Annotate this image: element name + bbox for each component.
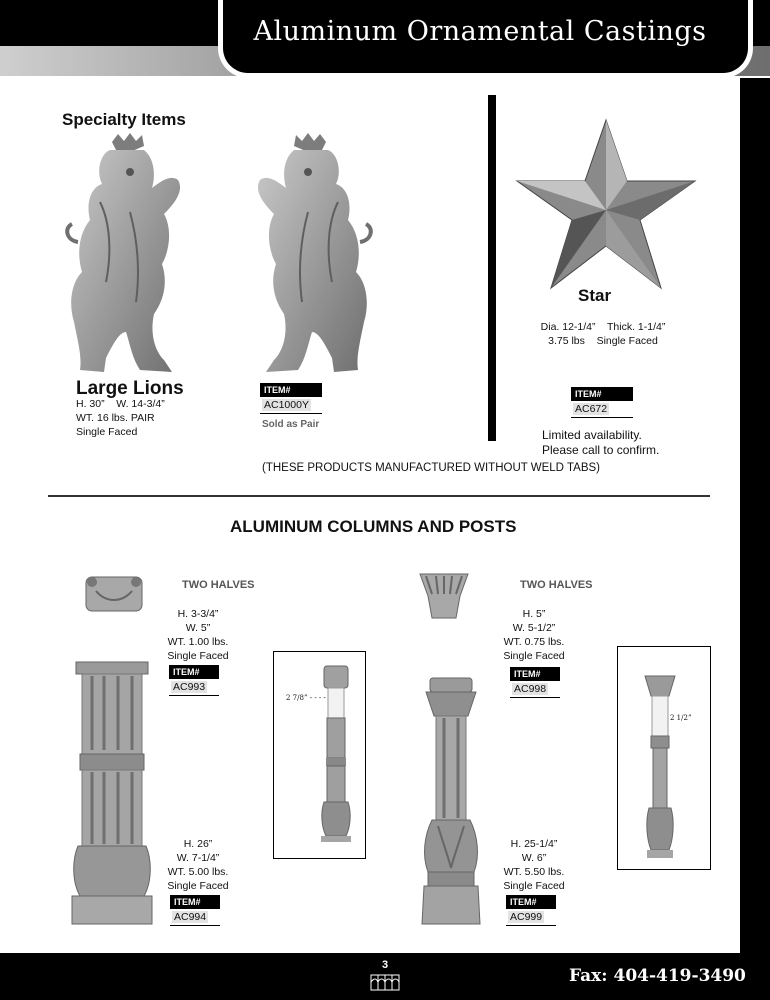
column-ac994-image <box>70 660 154 928</box>
item-code: AC1000Y <box>264 399 309 411</box>
page-title: Aluminum Ornamental Castings <box>253 16 707 47</box>
ac993-item-tag <box>169 665 219 696</box>
ac993-facing: Single Faced <box>167 650 229 662</box>
ac993-width: W. 5” <box>185 622 211 634</box>
fax-number: Fax: 404-419-3490 <box>569 966 746 986</box>
item-code: AC993 <box>173 681 206 693</box>
weld-tab-footnote: (THESE PRODUCTS MANUFACTURED WITHOUT WELD TABS) <box>262 462 600 474</box>
column-ac999-image <box>418 676 484 928</box>
item-label: ITEM# <box>571 387 633 401</box>
ac994-height: H. 26” <box>183 838 213 850</box>
ac994-facing: Single Faced <box>167 880 229 892</box>
star-item-tag <box>571 387 633 418</box>
ac998-height: H. 5” <box>522 608 546 620</box>
ac999-height: H. 25-1/4” <box>510 838 558 850</box>
item-label: ITEM# <box>510 667 560 681</box>
item-label: ITEM# <box>170 895 220 909</box>
ac999-weight: WT. 5.50 lbs. <box>503 866 565 878</box>
item-code: AC994 <box>174 911 207 923</box>
specialty-heading: Specialty Items <box>62 110 186 129</box>
item-label: ITEM# <box>169 665 219 679</box>
lion-left-image <box>60 132 190 377</box>
vertical-divider <box>488 95 496 441</box>
item-code: AC999 <box>510 911 543 923</box>
left-assembly-image <box>318 664 354 844</box>
lions-weight: WT. 16 lbs. PAIR <box>76 412 155 424</box>
lion-right-image <box>248 132 378 377</box>
lions-facing: Single Faced <box>76 426 138 438</box>
right-assembly-dim: 2 1/2” <box>670 714 692 722</box>
page-number: 3 <box>381 959 389 971</box>
lions-item-tag <box>260 383 322 414</box>
ac994-weight: WT. 5.00 lbs. <box>167 866 229 878</box>
ac998-item-tag <box>510 667 560 698</box>
ac993-height: H. 3-3/4” <box>177 608 219 620</box>
lions-title: Large Lions <box>76 378 184 399</box>
star-dimensions: Dia. 12-1/4” Thick. 1-1/4” <box>540 321 666 333</box>
left-two-halves-label: TWO HALVES <box>182 579 255 591</box>
cap-ac998-image <box>416 570 472 622</box>
ac993-weight: WT. 1.00 lbs. <box>167 636 229 648</box>
fence-logo-icon <box>370 972 400 992</box>
item-code: AC672 <box>575 403 608 415</box>
lions-dimensions: H. 30” W. 14-3/4” <box>76 398 165 410</box>
ac994-width: W. 7-1/4” <box>176 852 220 864</box>
star-weight-facing: 3.75 lbs Single Faced <box>548 335 658 347</box>
ac999-item-tag <box>506 895 556 926</box>
right-assembly-image <box>643 674 677 860</box>
item-code: AC998 <box>514 683 547 695</box>
star-image <box>513 118 699 296</box>
ac998-width: W. 5-1/2” <box>512 622 556 634</box>
left-assembly-dim: 2 7/8” - - - - <box>286 694 326 702</box>
horizontal-divider <box>48 495 710 497</box>
columns-heading: ALUMINUM COLUMNS AND POSTS <box>230 517 517 536</box>
ac999-facing: Single Faced <box>503 880 565 892</box>
ac998-weight: WT. 0.75 lbs. <box>503 636 565 648</box>
item-label: ITEM# <box>260 383 322 397</box>
ac994-item-tag <box>170 895 220 926</box>
star-call-note: Please call to confirm. <box>542 443 660 457</box>
item-label: ITEM# <box>506 895 556 909</box>
cap-ac993-image <box>82 573 146 615</box>
star-availability: Limited availability. <box>542 428 642 442</box>
right-two-halves-label: TWO HALVES <box>520 579 593 591</box>
star-title: Star <box>578 286 612 305</box>
ac999-width: W. 6” <box>521 852 547 864</box>
right-margin-bar <box>740 78 770 1000</box>
ac998-facing: Single Faced <box>503 650 565 662</box>
lions-pair-note: Sold as Pair <box>262 419 320 430</box>
